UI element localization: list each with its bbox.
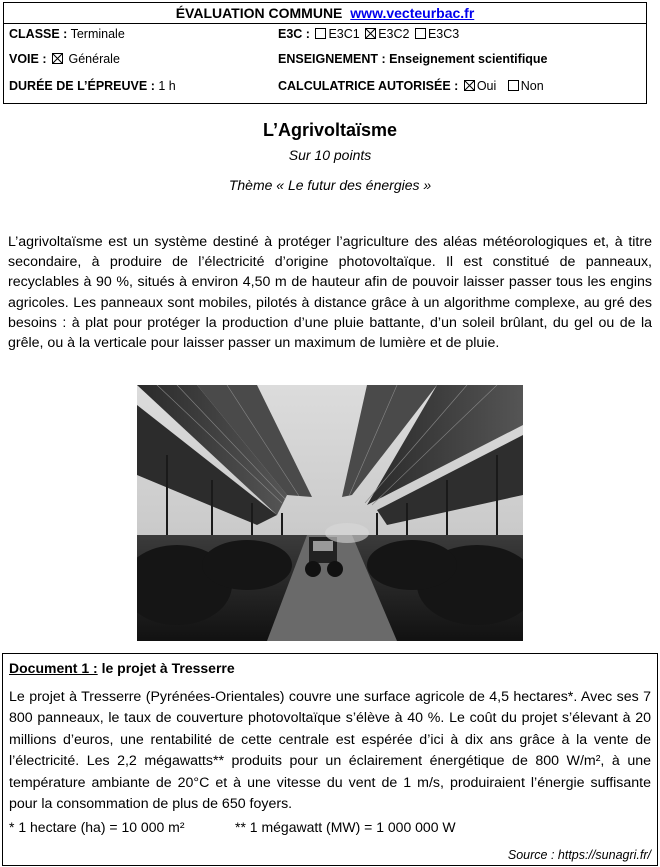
e3c-label: E3C : [278,27,310,41]
exam-header [3,2,647,104]
header-row-2 [9,51,639,67]
enseignement-value: Enseignement scientifique [389,52,548,66]
calculatrice-non-label: Non [520,79,544,93]
calculatrice-non-checkbox[interactable] [508,80,519,91]
duree-value: 1 h [158,79,176,93]
document-theme: Thème « Le futur des énergies » [228,177,432,193]
calculatrice-label: CALCULATRICE AUTORISÉE : [278,79,459,93]
header-title-bar [4,3,646,24]
enseignement-label: ENSEIGNEMENT : [278,52,386,66]
agrivoltaic-photo-illustration [137,385,523,641]
e3c2-checkbox[interactable] [365,28,376,39]
duree-label: DURÉE DE L’ÉPREUVE : [9,79,155,93]
footnote-megawatt: ** 1 mégawatt (MW) = 1 000 000 W [235,819,456,835]
header-title: ÉVALUATION COMMUNE [175,5,343,21]
document-1-source: Source : https://sunagri.fr/ [507,848,651,862]
calculatrice-oui-checkbox[interactable] [464,80,475,91]
e3c2-label: E3C2 [378,27,410,41]
e3c3-checkbox[interactable] [415,28,426,39]
classe-value: Terminale [70,27,125,41]
voie-checkbox[interactable] [52,53,63,64]
intro-paragraph: L’agrivoltaïsme est un système destiné à protéger l’agriculture des aléas météorologiques et, à titre secondaire, à produire de l’électricité d’origine photovoltaïque. Il est constitué de panneaux, recyclables à 90 %, situés à environ 4,50 m de hauteur afin de pouvoir laisser passer tous les engins agricoles. Les panneaux sont mobiles, pilotés à distance grâce à un algorithme complexe, au gré des besoins : à plat pour protéger la production d’une pluie battante, d’un soleil brûlant, du gel ou de la grêle, ou à la verticale pour laisser passer un maximum de lumière et de pluie. [8,234,652,352]
header-row-1 [9,26,639,42]
document-1-heading-text: le projet à Tresserre [101,660,235,676]
calculatrice-oui-label: Oui [476,79,497,93]
e3c1-label: E3C1 [328,27,360,41]
e3c1-checkbox[interactable] [315,28,326,39]
document-1-heading [9,660,235,676]
agrivoltaic-photo [137,385,523,641]
site-link[interactable]: www.vecteurbac.fr [350,5,475,21]
e3c3-label: E3C3 [427,27,460,41]
classe-label: CLASSE : [9,27,68,41]
voie-value: Générale [68,52,120,66]
document-1-box [2,653,658,866]
voie-label: VOIE : [9,52,47,66]
document-1-body: Le projet à Tresserre (Pyrénées-Orientales) couvre une surface agricole de 4,5 hectares*. Avec ses 7 800 panneaux, le taux de couverture photovoltaïque s’élève à 40 %. Le coût du projet s’élevant à 20 millions d’euros, une rentabilité de cette centrale est espérée d’ici à dix ans grâce à la vente de l’électricité. Les 2,2 mégawatts** produits pour un éclairement énergétique de 800 W/m², à une température ambiante de 20°C et à une vitesse du vent de 1 m/s, produiraient l’énergie suffisante pour la consommation de plus de 650 foyers. [9,689,651,813]
document-subtitle: Sur 10 points [288,147,372,163]
document-title: L’Agrivoltaïsme [262,120,398,140]
footnote-hectare: * 1 hectare (ha) = 10 000 m² [9,819,185,835]
header-row-3 [9,78,639,94]
document-1-heading-label: Document 1 : [9,660,98,676]
